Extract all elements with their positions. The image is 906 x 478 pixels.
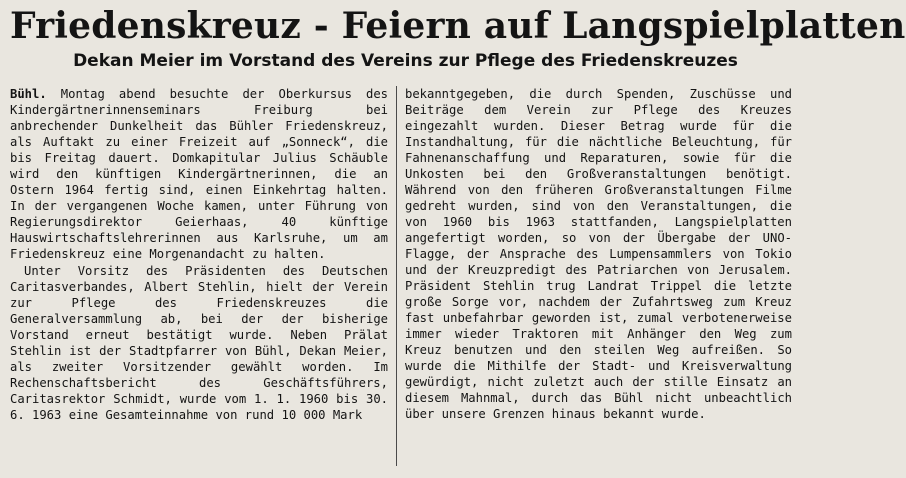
left-paragraph-1 — [10, 86, 388, 262]
right-column — [396, 86, 792, 466]
right-paragraph-1: bekanntgegeben, die durch Spenden, Zuschüsse und Beiträge dem Verein zur Pflege des Kreuzes eingezahlt wurden. Dieser Betrag wurde für die Instandhaltung, für die nächtliche Beleuchtung, für Fahnenanschaffung und Reparaturen, sowie für die Unkosten bei den Großveranstaltungen benötigt. Während von den früheren Großveranstaltungen Filme gedreht wurden, sind von den Veranstaltungen, die von 1960 bis 1963 stattfanden, Langspielplatten angefertigt worden, so von der Übergabe der UNO-Flagge, der Ansprache des Lumpensammlers von Tokio und der Kreuzpredigt des Patriarchen von Jerusalem. Präsident Stehlin trug Landrat Trippel die letzte große Sorge vor, nachdem der Zufahrtsweg zum Kreuz fast unbefahrbar geworden ist, zumal verbotenerweise immer wieder Traktoren mit Anhänger den Weg zum Kreuz benutzen und den steilen Weg aufreißen. So wurde die Mithilfe der Stadt- und Kreisverwaltung gewürdigt, nicht zuletzt auch der stille Einsatz an diesem Mahnmal, durch das Bühl nicht unbeachtlich über unsere Grenzen hinaus bekannt wurde. — [405, 87, 792, 421]
dateline: Bühl. — [10, 87, 47, 101]
left-paragraph-1-text: Montag abend besuchte der Oberkursus des Kindergärtnerinnenseminars Freiburg bei anbrechender Dunkelheit das Bühler Friedenskreuz, als Auftakt zu einer Freizeit auf „Sonneck“, die bis Freitag dauert. Domkapitular Julius Schäuble wird den künftigen Kindergärtnerinnen, die an Ostern 1964 fertig sind, einen Einkehrtag halten. In der vergangenen Woche kamen, unter Führung von Regierungsdirektor Geierhaas, 40 künftige Hauswirtschaftslehrerinnen aus Karlsruhe, um am Friedenskreuz eine Morgenandacht zu halten. — [10, 87, 389, 261]
left-column — [10, 86, 396, 466]
article-headline: Friedenskreuz - Feiern auf Langspielplatten — [10, 5, 906, 47]
article-body — [10, 86, 792, 466]
article-subheadline: Dekan Meier im Vorstand des Vereins zur Pflege des Friedenskreuzes — [73, 51, 738, 71]
left-paragraph-2: Unter Vorsitz des Präsidenten des Deutschen Caritasverbandes, Albert Stehlin, hielt der Verein zur Pflege des Friedenskreuzes die Generalversammlung ab, bei der der bisherige Vorstand erneut bestätigt wurde. Neben Prälat Stehlin ist der Stadtpfarrer von Bühl, Dekan Meier, als zweiter Vorsitzender gewählt worden. Im Rechenschaftsbericht des Geschäftsführers, Caritasrektor Schmidt, wurde vom 1. 1. 1960 bis 30. 6. 1963 eine Gesamteinnahme von rund 10 000 Mark — [10, 264, 388, 422]
